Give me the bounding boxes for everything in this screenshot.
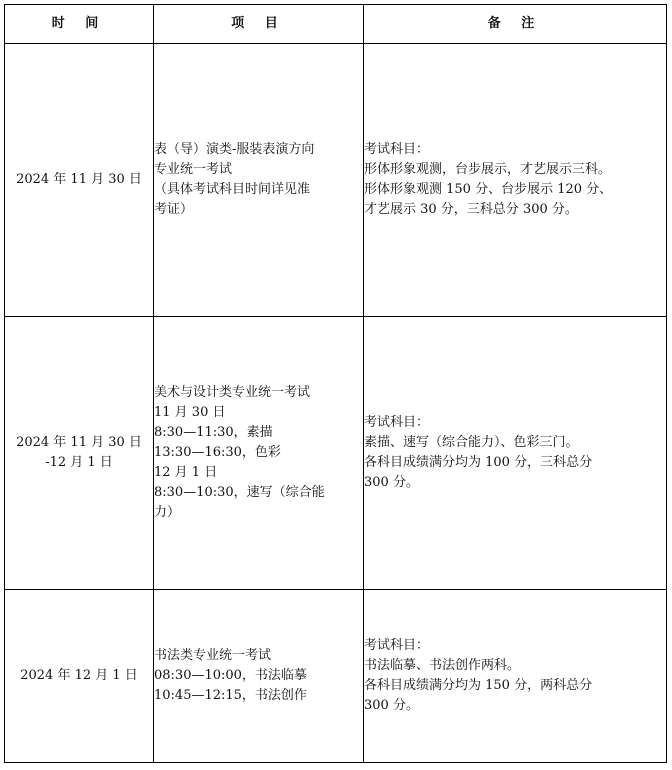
time-line: -12 月 1 日 bbox=[45, 455, 113, 470]
time-cell bbox=[5, 590, 154, 763]
note-cell bbox=[364, 590, 667, 763]
header-time: 时 间 bbox=[5, 5, 154, 44]
item-line: 美术与设计类专业统一考试 bbox=[154, 385, 311, 400]
item-line: 力） bbox=[154, 505, 181, 520]
note-line: 300 分。 bbox=[364, 475, 419, 490]
item-line: 10:45—12:15，书法创作 bbox=[154, 688, 307, 703]
note-line: 才艺展示 30 分，三科总分 300 分。 bbox=[364, 202, 578, 217]
item-line: 8:30—11:30，素描 bbox=[154, 425, 273, 440]
item-cell bbox=[154, 44, 364, 317]
note-cell bbox=[364, 44, 667, 317]
table-row bbox=[5, 317, 667, 590]
item-line: 11 月 30 日 bbox=[154, 405, 226, 420]
exam-schedule-table bbox=[4, 4, 667, 763]
item-cell bbox=[154, 590, 364, 763]
header-row bbox=[5, 5, 667, 44]
item-line: 08:30—10:00，书法临摹 bbox=[154, 668, 307, 683]
item-line: 13:30—16:30，色彩 bbox=[154, 445, 281, 460]
note-line: 素描、速写（综合能力）、色彩三门。 bbox=[364, 435, 579, 450]
time-line: 2024 年 11 月 30 日 bbox=[16, 435, 142, 450]
table-row bbox=[5, 590, 667, 763]
note-line: 考试科目： bbox=[364, 638, 430, 653]
item-line: 表（导）演类-服装表演方向 bbox=[154, 142, 315, 157]
header-item: 项 目 bbox=[154, 5, 364, 44]
note-line: 300 分。 bbox=[364, 698, 419, 713]
time-line: 2024 年 12 月 1 日 bbox=[20, 668, 138, 683]
header-note: 备 注 bbox=[364, 5, 667, 44]
item-line: 考证） bbox=[154, 202, 194, 217]
note-cell bbox=[364, 317, 667, 590]
item-line: 12 月 1 日 bbox=[154, 465, 218, 480]
time-cell bbox=[5, 317, 154, 590]
note-line: 形体形象观测 150 分、台步展示 120 分、 bbox=[364, 182, 613, 197]
note-line: 各科目成绩满分均为 100 分，三科总分 bbox=[364, 455, 593, 470]
time-cell bbox=[5, 44, 154, 317]
item-line: 8:30—10:30，速写（综合能 bbox=[154, 485, 325, 500]
note-line: 考试科目： bbox=[364, 415, 430, 430]
time-line: 2024 年 11 月 30 日 bbox=[16, 172, 142, 187]
item-line: 专业统一考试 bbox=[154, 162, 233, 177]
table-row bbox=[5, 44, 667, 317]
note-line: 书法临摹、书法创作两科。 bbox=[364, 658, 521, 673]
item-line: （具体考试科目时间详见准 bbox=[154, 182, 311, 197]
note-line: 考试科目： bbox=[364, 142, 430, 157]
note-line: 形体形象观测，台步展示，才艺展示三科。 bbox=[364, 162, 612, 177]
item-cell bbox=[154, 317, 364, 590]
note-line: 各科目成绩满分均为 150 分，两科总分 bbox=[364, 678, 593, 693]
item-line: 书法类专业统一考试 bbox=[154, 648, 272, 663]
